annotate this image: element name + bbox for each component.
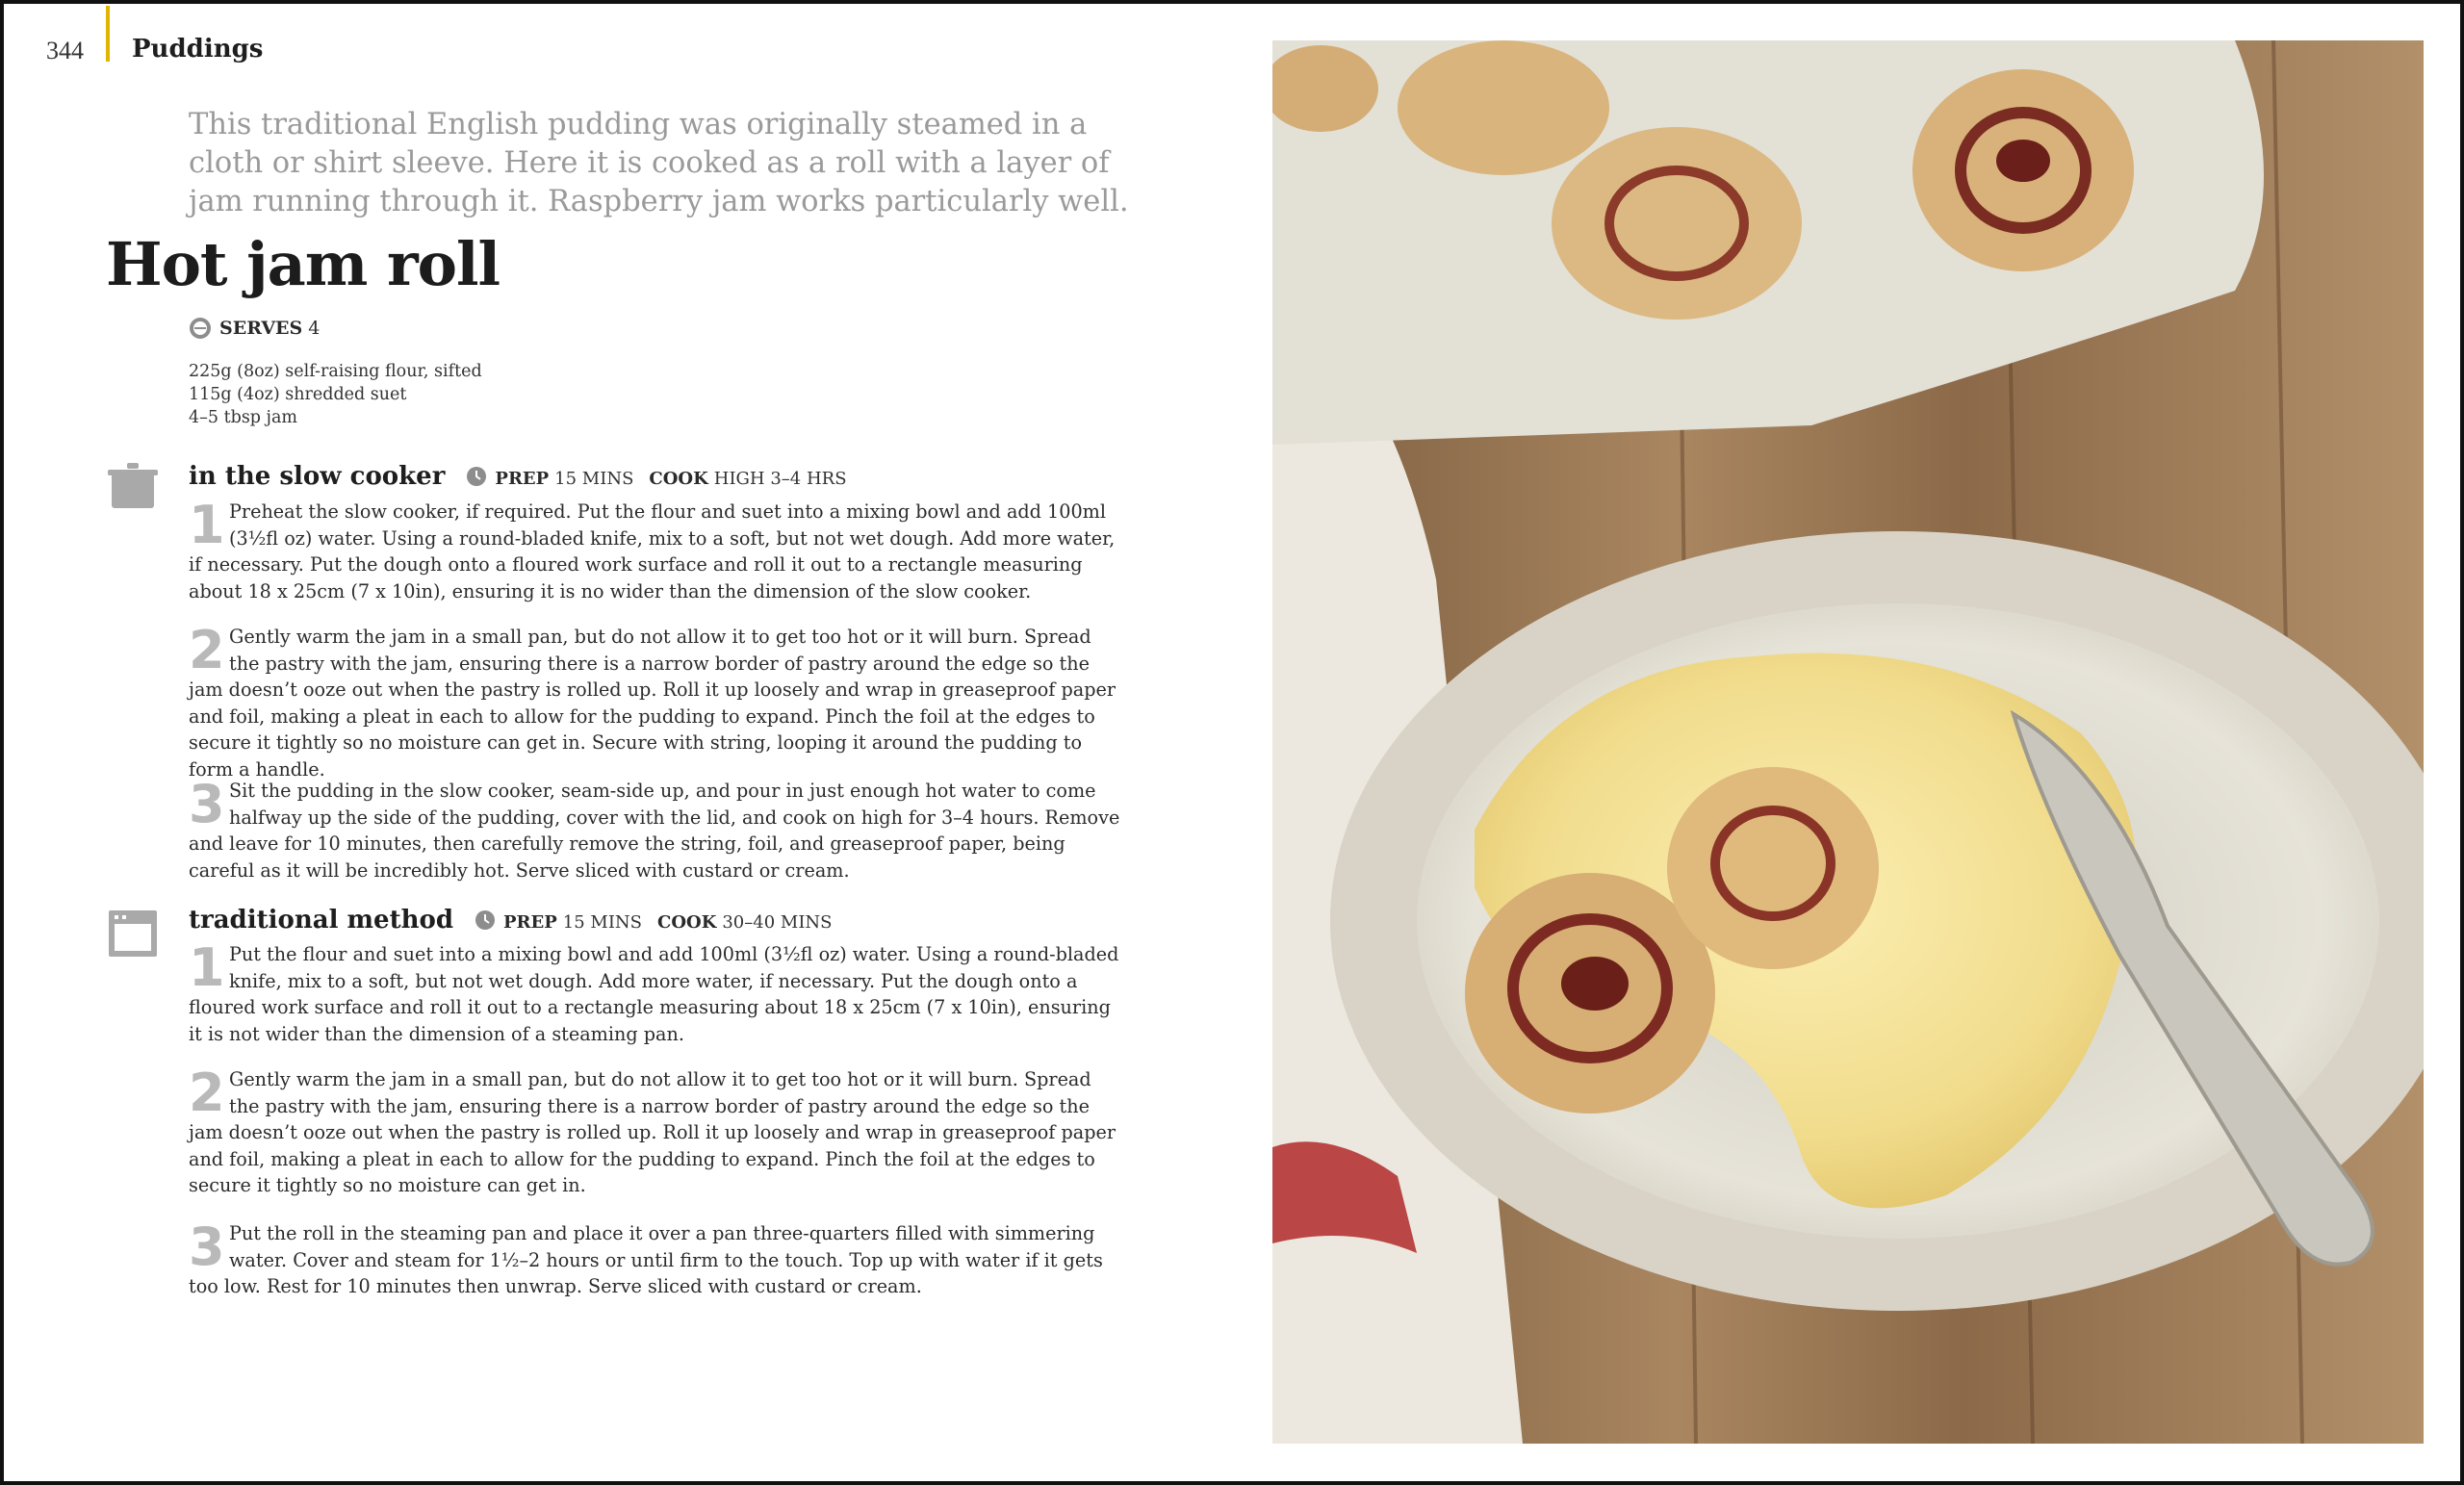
step-text: Gently warm the jam in a small pan, but do not allow it to get too hot or it will burn. Spread the pastry with the jam, ensuring there is a narrow border of pastry around the edge so the jam doesn’t ooze out when the pastry is rolled up. Roll it up loosely and wrap in greaseproof paper and foil, making a pleat in each to allow for the pudding to expand. Pinch the foil at the edges to secure it tightly so no moisture can get in. xyxy=(189,1068,1116,1196)
recipe-title: Hot jam roll xyxy=(106,229,500,299)
step-number: 2 xyxy=(189,620,225,680)
prep-value: 15 MINS xyxy=(562,912,643,933)
method-step xyxy=(189,1216,1127,1300)
clock-icon xyxy=(466,466,487,487)
method-step xyxy=(189,774,1127,883)
step-text: Sit the pudding in the slow cooker, seam-side up, and pour in just enough hot water to come halfway up the side of the pudding, cover with the lid, and cook on high for 3–4 hours. Remove and leave for 10 minutes, then carefully remove the string, foil, and greaseproof paper, being careful as it will be incredibly hot. Serve sliced with custard or cream. xyxy=(189,780,1120,882)
method-step xyxy=(189,937,1127,1047)
cook-label: COOK xyxy=(649,469,708,489)
cook-label: COOK xyxy=(657,912,717,933)
step-text: Preheat the slow cooker, if required. Put the flour and suet into a mixing bowl and add 100ml (3½fl oz) water. Using a round-bladed knife, mix to a soft, but not wet dough. Add more water, if necessary. Put the dough onto a floured work surface and roll it out to a rectangle measuring about 18 x 25cm (7 x 10in), ensuring it is no wider than the dimension of the slow cooker. xyxy=(189,500,1116,602)
prep-label: PREP xyxy=(503,912,557,933)
prep-label: PREP xyxy=(495,469,550,489)
cook-value: HIGH 3–4 HRS xyxy=(713,469,847,489)
ingredient-item: 4–5 tbsp jam xyxy=(189,408,298,427)
recipe-photo xyxy=(1272,40,2424,1444)
page-number: 344 xyxy=(46,37,84,64)
serves-label: SERVES xyxy=(219,318,303,339)
header-rule xyxy=(106,6,110,62)
step-number: 3 xyxy=(189,1216,225,1277)
method-title: in the slow cooker xyxy=(189,462,446,491)
ingredient-item: 225g (8oz) self-raising flour, sifted xyxy=(189,362,482,381)
step-number: 3 xyxy=(189,774,225,834)
serves-line xyxy=(189,314,320,343)
method-step xyxy=(189,495,1127,604)
step-number: 2 xyxy=(189,1063,225,1123)
step-text: Gently warm the jam in a small pan, but do not allow it to get too hot or it will burn. Spread the pastry with the jam, ensuring there is a narrow border of pastry around the edge so the jam doesn’t ooze out when the pastry is rolled up. Roll it up loosely and wrap in greaseproof paper and foil, making a pleat in each to allow for the pudding to expand. Pinch the foil at the edges to secure it tightly so no moisture can get in. Secure with string, looping it around the pudding to form a handle. xyxy=(189,626,1116,781)
method-step xyxy=(189,620,1127,782)
recipe-intro: This traditional English pudding was originally steamed in a cloth or shirt sleeve. Here it is cooked as a roll with a layer of jam running through it. Raspberry jam works particularly well. xyxy=(189,108,1129,218)
cook-value: 30–40 MINS xyxy=(722,912,833,933)
ingredient-list xyxy=(189,360,482,429)
step-text: Put the flour and suet into a mixing bowl and add 100ml (3½fl oz) water. Using a round-bladed knife, mix to a soft, but not wet dough. Add more water, if necessary. Put the dough onto a floured work surface and roll it out to a rectangle measuring about 18 x 25cm (7 x 10in), ensuring it is not wider than the dimension of a steaming pan. xyxy=(189,943,1119,1045)
serves-value: 4 xyxy=(308,318,321,339)
method-title: traditional method xyxy=(189,906,454,935)
step-number: 1 xyxy=(189,937,225,998)
slow-cooker-icon xyxy=(106,460,160,510)
serves-icon xyxy=(189,317,212,340)
clock-icon xyxy=(475,909,496,931)
method-heading-traditional xyxy=(189,906,848,935)
step-text: Put the roll in the steaming pan and place it over a pan three-quarters filled with simmering water. Cover and steam for 1½–2 hours or until firm to the touch. Top up with water if it gets too low. Rest for 10 minutes then unwrap. Serve sliced with custard or cream. xyxy=(189,1222,1103,1297)
photo-illustration xyxy=(1272,40,2424,1444)
method-step xyxy=(189,1063,1127,1199)
prep-value: 15 MINS xyxy=(554,469,634,489)
method-heading-slow-cooker xyxy=(189,462,862,491)
section-name: Puddings xyxy=(132,35,264,64)
oven-icon xyxy=(106,909,160,959)
step-number: 1 xyxy=(189,495,225,555)
ingredient-item: 115g (4oz) shredded suet xyxy=(189,385,407,404)
